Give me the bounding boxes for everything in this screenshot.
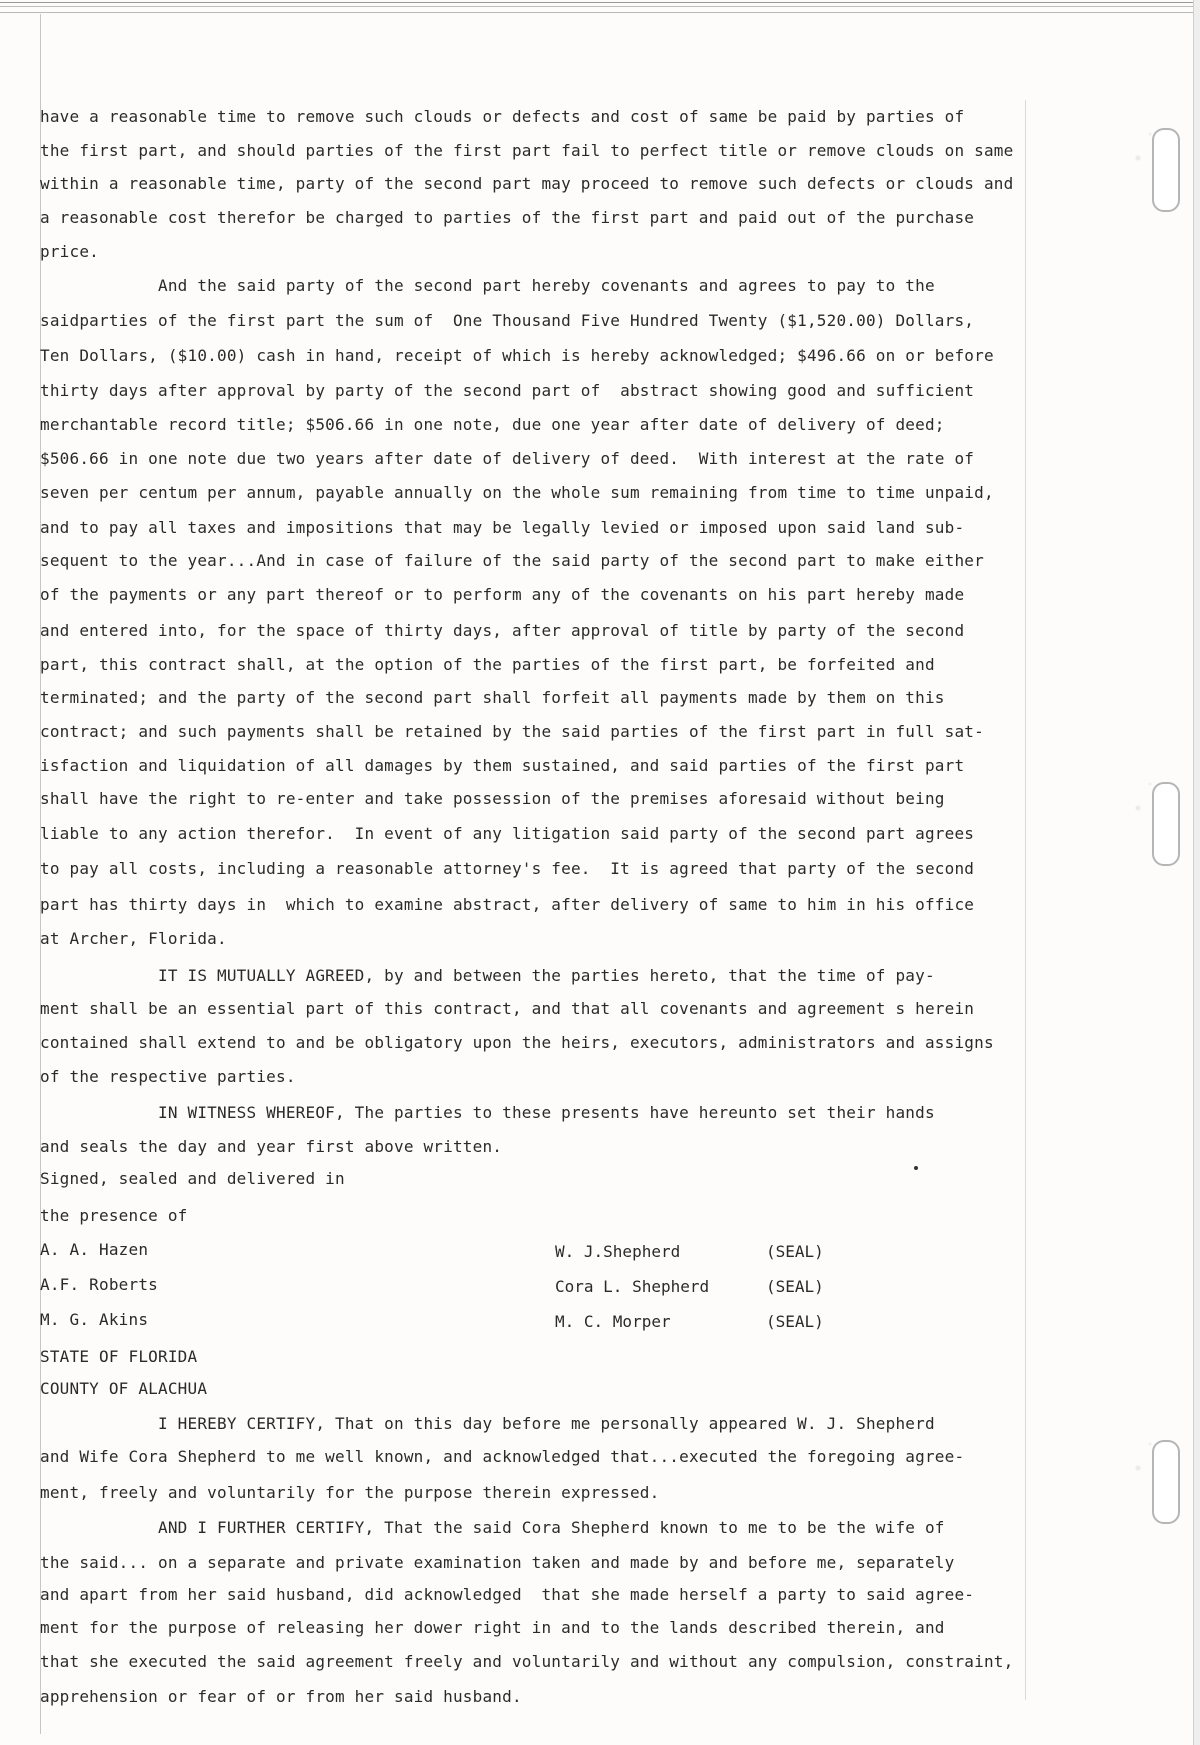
certificate-line: ment, freely and voluntarily for the purpose therein expressed.	[40, 1483, 660, 1502]
body-line: and seals the day and year first above written.	[40, 1137, 503, 1156]
body-line: terminated; and the party of the second part shall forfeit all payments made by them on this	[40, 688, 945, 707]
body-line: And the said party of the second part hereby covenants and agrees to pay to the	[40, 276, 935, 295]
right-margin-line	[1025, 100, 1026, 1700]
body-line: and to pay all taxes and impositions that may be legally levied or imposed upon said land sub-	[40, 518, 965, 537]
body-line: $506.66 in one note due two years after date of delivery of deed. With interest at the rate of	[40, 449, 975, 468]
body-line: thirty days after approval by party of the second part of abstract showing good and sufficient	[40, 381, 975, 400]
body-line: price.	[40, 242, 99, 261]
body-line: part, this contract shall, at the option of the parties of the first part, be forfeited and	[40, 655, 935, 674]
body-line: to pay all costs, including a reasonable attorney's fee. It is agreed that party of the second	[40, 859, 975, 878]
body-line: IT IS MUTUALLY AGREED, by and between the parties hereto, that the time of pay-	[40, 966, 935, 985]
body-line: part has thirty days in which to examine abstract, after delivery of same to him in his office	[40, 895, 975, 914]
body-line: IN WITNESS WHEREOF, The parties to these presents have hereunto set their hands	[40, 1103, 935, 1122]
body-line: Signed, sealed and delivered in	[40, 1169, 345, 1188]
certificate-line: ment for the purpose of releasing her dower right in and to the lands described therein, and	[40, 1618, 945, 1637]
venue-state: STATE OF FLORIDA	[40, 1347, 198, 1366]
body-line: saidparties of the first part the sum of One Thousand Five Hundred Twenty ($1,520.00) Dollars,	[40, 311, 975, 330]
body-line: of the respective parties.	[40, 1067, 296, 1086]
body-line: shall have the right to re-enter and take possession of the premises aforesaid without being	[40, 789, 945, 808]
certificate-line: apprehension or fear of or from her said husband.	[40, 1687, 522, 1706]
body-line: the presence of	[40, 1206, 188, 1225]
certificate-line: the said... on a separate and private examination taken and made by and before me, separately	[40, 1553, 955, 1572]
top-border-rule-inner	[0, 12, 1195, 13]
page-edge	[1193, 0, 1200, 1745]
body-line: within a reasonable time, party of the second part may proceed to remove such defects or clouds and	[40, 174, 1014, 193]
witness-name: M. G. Akins	[40, 1310, 149, 1329]
body-line: seven per centum per annum, payable annually on the whole sum remaining from time to time unpaid,	[40, 483, 994, 502]
body-line: Ten Dollars, ($10.00) cash in hand, receipt of which is hereby acknowledged; $496.66 on or before	[40, 346, 994, 365]
body-line: ment shall be an essential part of this contract, and that all covenants and agreement s herein	[40, 999, 975, 1018]
witness-name: A. A. Hazen	[40, 1240, 149, 1259]
venue-county: COUNTY OF ALACHUA	[40, 1379, 208, 1398]
signatory-name: Cora L. Shepherd	[555, 1277, 710, 1296]
body-line: liable to any action therefor. In event of any litigation said party of the second part agrees	[40, 824, 975, 843]
body-line: at Archer, Florida.	[40, 929, 227, 948]
seal-label: (SEAL)	[766, 1312, 824, 1331]
signatory-name: W. J.Shepherd	[555, 1242, 681, 1261]
seal-label: (SEAL)	[766, 1242, 824, 1261]
body-line: sequent to the year...And in case of failure of the said party of the second part to make either	[40, 551, 984, 570]
certificate-line: and Wife Cora Shepherd to me well known, and acknowledged that...executed the foregoing agree-	[40, 1447, 965, 1466]
body-line: and entered into, for the space of thirty days, after approval of title by party of the second	[40, 621, 965, 640]
certificate-line: I HEREBY CERTIFY, That on this day before me personally appeared W. J. Shepherd	[40, 1414, 935, 1433]
binder-hole-bottom	[1152, 1440, 1180, 1524]
binder-hole-middle	[1152, 782, 1180, 866]
certificate-line: AND I FURTHER CERTIFY, That the said Cora Shepherd known to me to be the wife of	[40, 1518, 945, 1537]
body-line: a reasonable cost therefor be charged to parties of the first part and paid out of the purchase	[40, 208, 975, 227]
body-line: the first part, and should parties of the first part fail to perfect title or remove clouds on same	[40, 141, 1014, 160]
ink-speck	[914, 1166, 918, 1170]
binder-hole-top	[1152, 128, 1180, 212]
signatory-name: M. C. Morper	[555, 1312, 671, 1331]
body-line: contract; and such payments shall be retained by the said parties of the first part in full sat-	[40, 722, 984, 741]
body-line: isfaction and liquidation of all damages by them sustained, and said parties of the first part	[40, 756, 965, 775]
body-line: contained shall extend to and be obligatory upon the heirs, executors, administrators and assigns	[40, 1033, 994, 1052]
certificate-line: that she executed the said agreement freely and voluntarily and without any compulsion, constraint,	[40, 1652, 1014, 1671]
body-line: of the payments or any part thereof or to perform any of the covenants on his part hereby made	[40, 585, 965, 604]
witness-name: A.F. Roberts	[40, 1275, 158, 1294]
top-border-rule	[0, 2, 1200, 7]
body-line: have a reasonable time to remove such clouds or defects and cost of same be paid by parties of	[40, 107, 965, 126]
seal-label: (SEAL)	[766, 1277, 824, 1296]
certificate-line: and apart from her said husband, did acknowledged that she made herself a party to said agree-	[40, 1585, 975, 1604]
body-line: merchantable record title; $506.66 in one note, due one year after date of delivery of deed;	[40, 415, 945, 434]
